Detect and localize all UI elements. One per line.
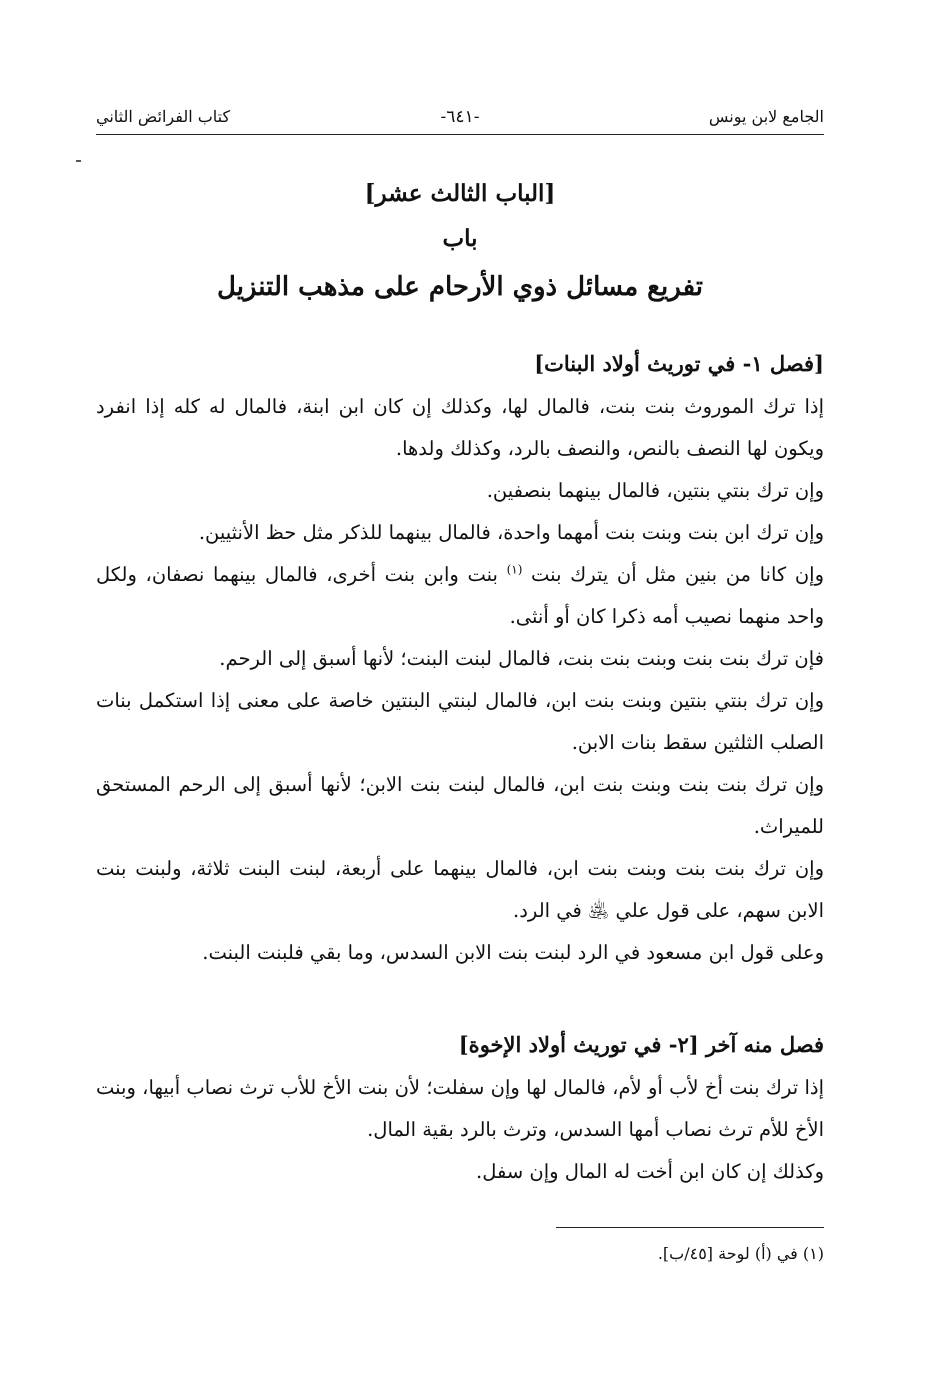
- paragraph: وإن ترك بنت بنت وبنت بنت ابن، فالمال بينهما على أربعة، لبنت البنت ثلاثة، ولبنت بنت الابن سهم، على قول علي ﵁ في الرد.: [96, 857, 824, 922]
- paragraph: وكذلك إن كان ابن أخت له المال وإن سفل.: [476, 1160, 824, 1183]
- footnote: (١) في (أ) لوحة [٤٥/ب].: [657, 1244, 824, 1263]
- volume-title: كتاب الفرائض الثاني: [96, 107, 231, 126]
- running-header: [96, 103, 824, 133]
- page-number: -٦٤١-: [440, 107, 480, 127]
- paragraph: وعلى قول ابن مسعود في الرد لبنت بنت الابن السدس، وما بقي فلبنت البنت.: [202, 941, 824, 964]
- section-heading: [فصل ١- في توريث أولاد البنات]: [534, 351, 824, 376]
- section-daughters-children: [96, 342, 824, 974]
- paragraph: فإن ترك بنت بنت وبنت بنت بنت، فالمال لبنت البنت؛ لأنها أسبق إلى الرحم.: [219, 647, 824, 670]
- paragraph: وإن ترك ابن بنت وبنت بنت أمهما واحدة، فالمال بينهما للذكر مثل حظ الأنثيين.: [198, 521, 824, 544]
- paragraph-text: نصفان، ولكل واحد منهما نصيب أمه ذكرا كان أو أنثى.: [96, 563, 824, 628]
- paragraph: إذا ترك الموروث بنت بنت، فالمال لها، وكذلك إن كان ابن ابنة، فالمال له كله إذا انفرد ويكون لها النصف بالنص، والنصف بالرد، وكذلك ولدها.: [96, 395, 824, 460]
- scan-speck: [76, 160, 81, 162]
- main-title: تفريع مسائل ذوي الأرحام على مذهب التنزيل: [217, 272, 703, 302]
- title-block: [96, 172, 824, 312]
- paragraph-text: بنت وابن بنت أخرى، فالمال بينهما: [212, 563, 498, 586]
- bab-title: باب: [442, 225, 478, 252]
- chapter-title: [الباب الثالث عشر]: [364, 180, 556, 207]
- paragraph: وإن ترك بنتي بنتين، فالمال بينهما بنصفين.: [486, 479, 824, 502]
- paragraph: إذا ترك بنت أخ لأب أو لأم، فالمال لها وإن سفلت؛ لأن بنت الأخ للأب ترث نصاب أبيها، وبنت الأخ للأم ترث نصاب أمها السدس، وترث بالرد بقية المال.: [96, 1076, 824, 1141]
- section-heading: فصل منه آخر [٢- في توريث أولاد الإخوة]: [458, 1032, 824, 1057]
- footnote-rule: [556, 1227, 824, 1228]
- paragraph: وإن ترك بنت بنت وبنت بنت ابن، فالمال لبنت بنت الابن؛ لأنها أسبق إلى الرحم المستحق للميراث.: [96, 773, 824, 838]
- footnote-marker: (١): [506, 562, 523, 577]
- header-rule: [96, 134, 824, 135]
- paragraph-text: وإن كانا من بنين مثل أن يترك بنت: [531, 563, 824, 586]
- paragraph-with-footnote: [96, 554, 824, 638]
- section-siblings-children: [96, 1023, 824, 1193]
- paragraph: وإن ترك بنتي بنتين وبنت بنت ابن، فالمال لبنتي البنتين خاصة على معنى إذا استكمل بنات الصلب الثلثين سقط بنات الابن.: [96, 689, 824, 754]
- book-title: الجامع لابن يونس: [708, 107, 824, 126]
